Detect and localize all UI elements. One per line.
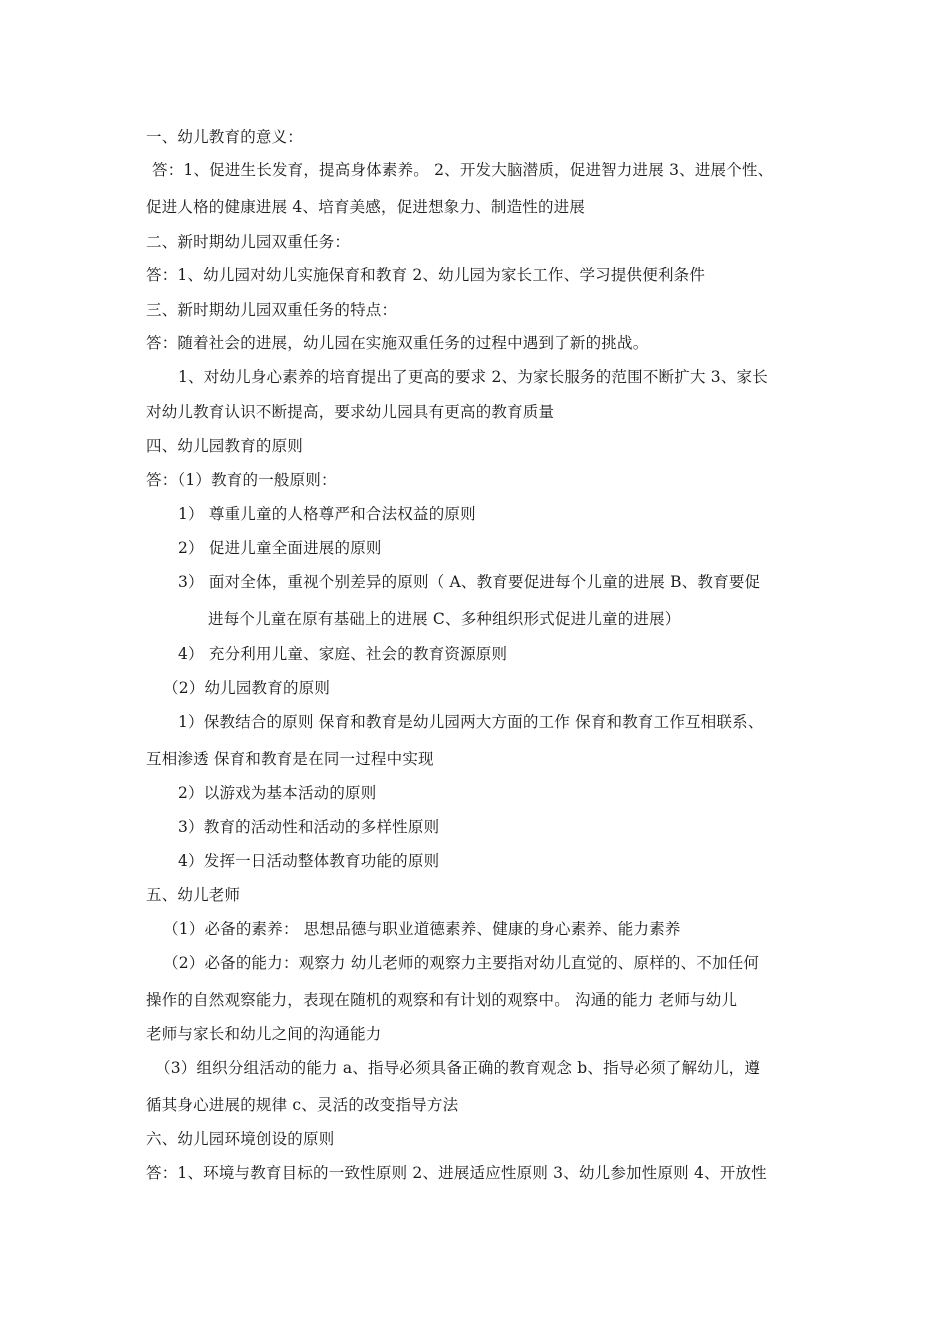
- list-item: 4） 充分利用儿童、家庭、社会的教育资源原则: [178, 645, 508, 663]
- paragraph-line: （3）组织分组活动的能力 a、指导必须具备正确的教育观念 b、指导必须了解幼儿，遵: [155, 1059, 761, 1077]
- paragraph-line: 对幼儿教育认识不断提高，要求幼儿园具有更高的教育质量: [146, 403, 555, 421]
- list-item-continuation: 互相渗透 保育和教育是在同一过程中实现: [146, 750, 434, 768]
- list-item: 3）教育的活动性和活动的多样性原则: [178, 818, 440, 836]
- paragraph-line: 答：1、环境与教育目标的一致性原则 2、进展适应性原则 3、幼儿参加性原则 4、开放性: [146, 1164, 767, 1182]
- paragraph-line: 1、对幼儿身心素养的培育提出了更高的要求 2、为家长服务的范围不断扩大 3、家长: [178, 368, 768, 386]
- list-item: 1）保教结合的原则 保育和教育是幼儿园两大方面的工作 保育和教育工作互相联系、: [178, 713, 764, 731]
- heading-2: 二、新时期幼儿园双重任务：: [146, 233, 351, 251]
- heading-4: 四、幼儿园教育的原则: [146, 437, 304, 455]
- list-item: 2）以游戏为基本活动的原则: [178, 784, 377, 802]
- heading-3: 三、新时期幼儿园双重任务的特点：: [146, 301, 398, 319]
- heading-6: 六、幼儿园环境创设的原则: [146, 1130, 335, 1148]
- list-item-continuation: 进每个儿童在原有基础上的进展 C、多种组织形式促进儿童的进展）: [208, 610, 681, 628]
- paragraph-line: 答：1、促进生长发育，提高身体素养。 2、开发大脑潜质，促进智力进展 3、进展个性、: [152, 161, 774, 179]
- subheading: （2）幼儿园教育的原则: [163, 679, 331, 697]
- list-item: 1） 尊重儿童的人格尊严和合法权益的原则: [178, 505, 476, 523]
- paragraph-line: （1）必备的素养： 思想品德与职业道德素养、健康的身心素养、能力素养: [163, 920, 681, 938]
- paragraph-line: （2）必备的能力：观察力 幼儿老师的观察力主要指对幼儿直觉的、原样的、不加任何: [163, 954, 760, 972]
- list-item: 4）发挥一日活动整体教育功能的原则: [178, 852, 440, 870]
- heading-5: 五、幼儿老师: [146, 886, 241, 904]
- paragraph-line: 循其身心进展的规律 c、灵活的改变指导方法: [146, 1096, 459, 1114]
- paragraph-line: 促进人格的健康进展 4、培育美感，促进想象力、制造性的进展: [146, 198, 586, 216]
- paragraph-line: 答：随着社会的进展，幼儿园在实施双重任务的过程中遇到了新的挑战。: [146, 334, 649, 352]
- list-item: 2） 促进儿童全面进展的原则: [178, 539, 382, 557]
- paragraph-line: 老师与家长和幼儿之间的沟通能力: [146, 1025, 382, 1043]
- paragraph-line: 答：1、幼儿园对幼儿实施保育和教育 2、幼儿园为家长工作、学习提供便利条件: [146, 266, 706, 284]
- heading-1: 一、幼儿教育的意义：: [146, 128, 304, 146]
- paragraph-line: 答：（1）教育的一般原则：: [146, 471, 337, 489]
- list-item: 3） 面对全体，重视个别差异的原则（ A、教育要促进每个儿童的进展 B、教育要促: [178, 573, 761, 591]
- paragraph-line: 操作的自然观察能力，表现在随机的观察和有计划的观察中。 沟通的能力 老师与幼儿: [146, 991, 738, 1009]
